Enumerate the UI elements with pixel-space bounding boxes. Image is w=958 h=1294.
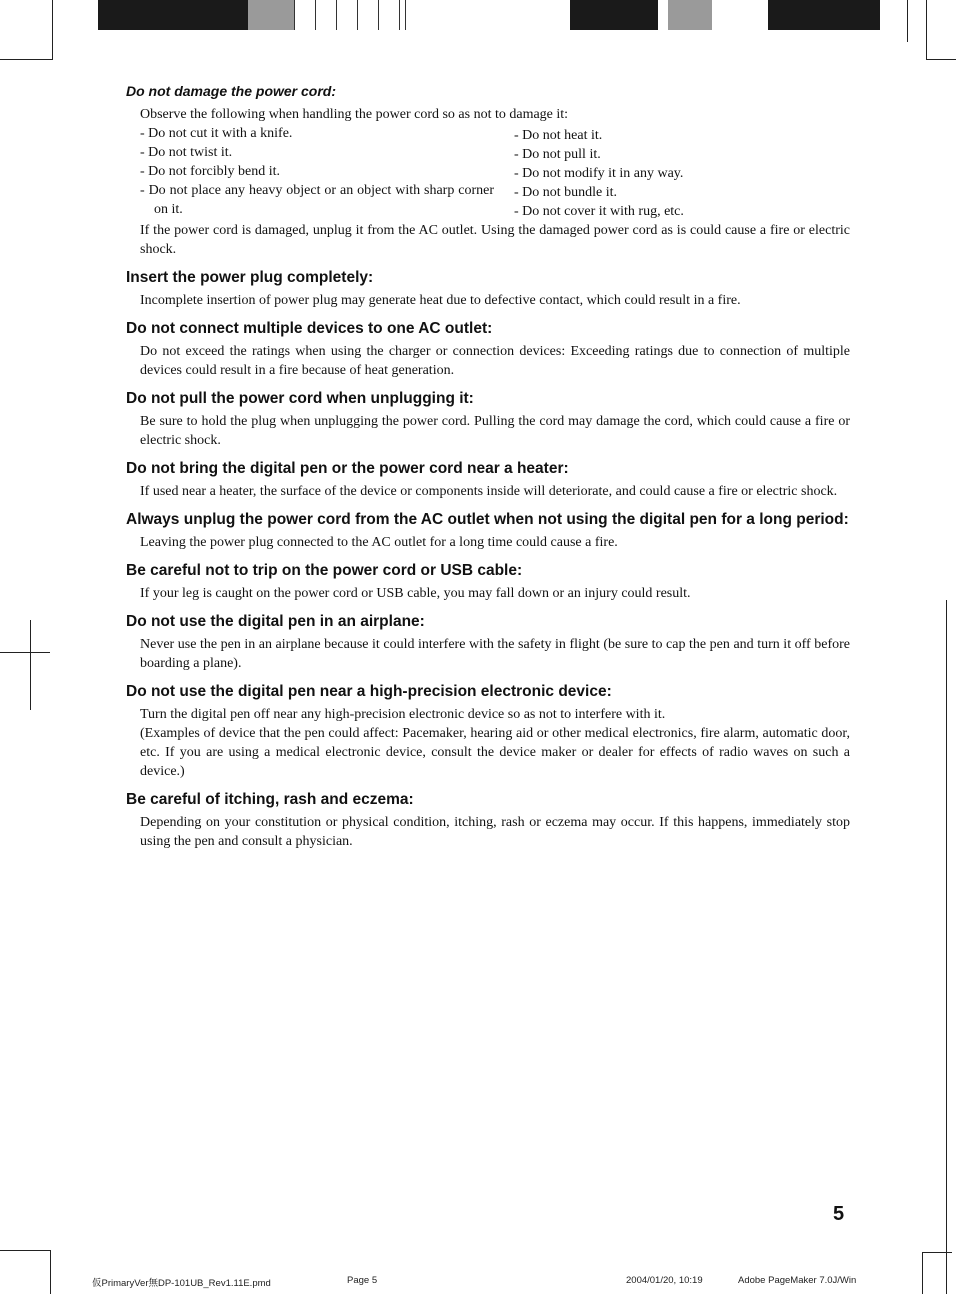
- section-plug: [126, 268, 850, 310]
- registration-ticks-left: [294, 0, 406, 30]
- section-body: [140, 291, 850, 310]
- section-heading: Do not connect multiple devices to one AC outlet:: [126, 320, 493, 337]
- document-body: [126, 82, 850, 860]
- section-heading: Do not use the digital pen in an airplane:: [126, 613, 425, 630]
- section-multiple-devices: [126, 319, 850, 380]
- paragraph: Leaving the power plug connected to the AC outlet for a long time could cause a fire.: [140, 535, 618, 550]
- crop-mark: [926, 59, 956, 60]
- page-number: 5: [833, 1203, 845, 1225]
- crop-mark: [922, 1252, 952, 1253]
- registration-bar-right: [768, 0, 880, 30]
- bullet-columns: [140, 124, 850, 221]
- section-unplugging: [126, 389, 850, 450]
- section-heading: Do not bring the digital pen or the power cord near a heater:: [126, 460, 569, 477]
- section-body: [140, 105, 850, 259]
- bullet-column-left: [140, 124, 514, 221]
- section-heading: Do not pull the power cord when unplugging it:: [126, 390, 474, 407]
- section-body: [140, 482, 850, 501]
- section-body: [140, 584, 850, 603]
- section-unplug-long-period: [126, 510, 850, 552]
- registration-bar-mid-grey: [668, 0, 712, 30]
- list-item: - Do not cover it with rug, etc.: [514, 204, 684, 219]
- crop-mark: [0, 1250, 50, 1251]
- section-heading: Insert the power plug completely:: [126, 269, 374, 286]
- crop-mark: [0, 59, 52, 60]
- registration-bar-left: [98, 0, 248, 30]
- section-body: [140, 533, 850, 552]
- section-heading: Be careful of itching, rash and eczema:: [126, 791, 414, 808]
- list-item: - Do not forcibly bend it.: [140, 164, 280, 179]
- section-body: [140, 412, 850, 450]
- footer-page: Page 5: [347, 1275, 378, 1286]
- paragraph: Never use the pen in an airplane because it could interfere with the safety in flight (be sure to cap the pen and turn it off before boarding a plane).: [140, 637, 850, 671]
- list-item: - Do not place any heavy object or an object with sharp corner on it.: [140, 183, 494, 217]
- registration-bar-left-grey: [248, 0, 294, 30]
- footer-app: Adobe PageMaker 7.0J/Win: [738, 1275, 857, 1286]
- footer-file: 仮PrimaryVer無DP-101UB_Rev1.11E.pmd: [92, 1278, 271, 1289]
- paragraph: If used near a heater, the surface of the device or components inside will deteriorate, and could cause a fire or electric shock.: [140, 484, 838, 499]
- section-body: [140, 813, 850, 851]
- registration-bar-mid: [570, 0, 658, 30]
- crop-mark: [926, 0, 927, 60]
- section-body: [140, 705, 850, 781]
- section-precision-device: [126, 682, 850, 781]
- section-body: [140, 342, 850, 380]
- section-body: [140, 635, 850, 673]
- paragraph: Observe the following when handling the power cord so as not to damage it:: [140, 107, 569, 122]
- section-airplane: [126, 612, 850, 673]
- section-heading: Do not damage the power cord:: [126, 83, 337, 99]
- list-item: - Do not cut it with a knife.: [140, 126, 293, 141]
- crop-mark: [30, 620, 31, 710]
- section-heater: [126, 459, 850, 501]
- crop-mark: [52, 0, 53, 60]
- section-itching: [126, 790, 850, 851]
- crop-mark: [50, 1250, 51, 1294]
- section-power-cord: [126, 82, 850, 259]
- list-item: - Do not heat it.: [514, 128, 603, 143]
- section-heading: Do not use the digital pen near a high-precision electronic device:: [126, 683, 612, 700]
- list-item: - Do not bundle it.: [514, 185, 618, 200]
- crop-mark: [0, 652, 50, 653]
- bullet-column-right: [514, 124, 850, 221]
- section-trip: [126, 561, 850, 603]
- crop-mark: [922, 1252, 923, 1294]
- section-heading: Be careful not to trip on the power cord or USB cable:: [126, 562, 523, 579]
- paragraph: If the power cord is damaged, unplug it from the AC outlet. Using the damaged power cord as is could cause a fire or electric shock.: [140, 223, 850, 257]
- paragraph: Do not exceed the ratings when using the charger or connection devices: Exceeding ratings due to connection of multiple devices could result in a fire because of heat generation.: [140, 344, 850, 378]
- paragraph: Be sure to hold the plug when unplugging the power cord. Pulling the cord may damage the cord, which could cause a fire or electric shock.: [140, 414, 850, 448]
- paragraph: (Examples of device that the pen could affect: Pacemaker, hearing aid or other medical electronics, fire alarm, automatic door, etc. If you are using a medical electronic device, consult the device maker or dealer for effects of radio waves on such a device.): [140, 726, 850, 779]
- section-heading: Always unplug the power cord from the AC outlet when not using the digital pen for a long period:: [126, 511, 849, 528]
- crop-mark: [907, 0, 908, 42]
- list-item: - Do not modify it in any way.: [514, 166, 684, 181]
- list-item: - Do not twist it.: [140, 145, 233, 160]
- paragraph: Depending on your constitution or physical condition, itching, rash or eczema may occur. If this happens, immediately stop using the pen and consult a physician.: [140, 815, 850, 849]
- list-item: - Do not pull it.: [514, 147, 601, 162]
- page-edge-line: [946, 600, 947, 1294]
- paragraph: If your leg is caught on the power cord or USB cable, you may fall down or an injury could result.: [140, 586, 691, 601]
- paragraph: Turn the digital pen off near any high-precision electronic device so as not to interfere with it.: [140, 707, 666, 722]
- footer-datetime: 2004/01/20, 10:19: [626, 1275, 703, 1286]
- paragraph: Incomplete insertion of power plug may generate heat due to defective contact, which could result in a fire.: [140, 293, 741, 308]
